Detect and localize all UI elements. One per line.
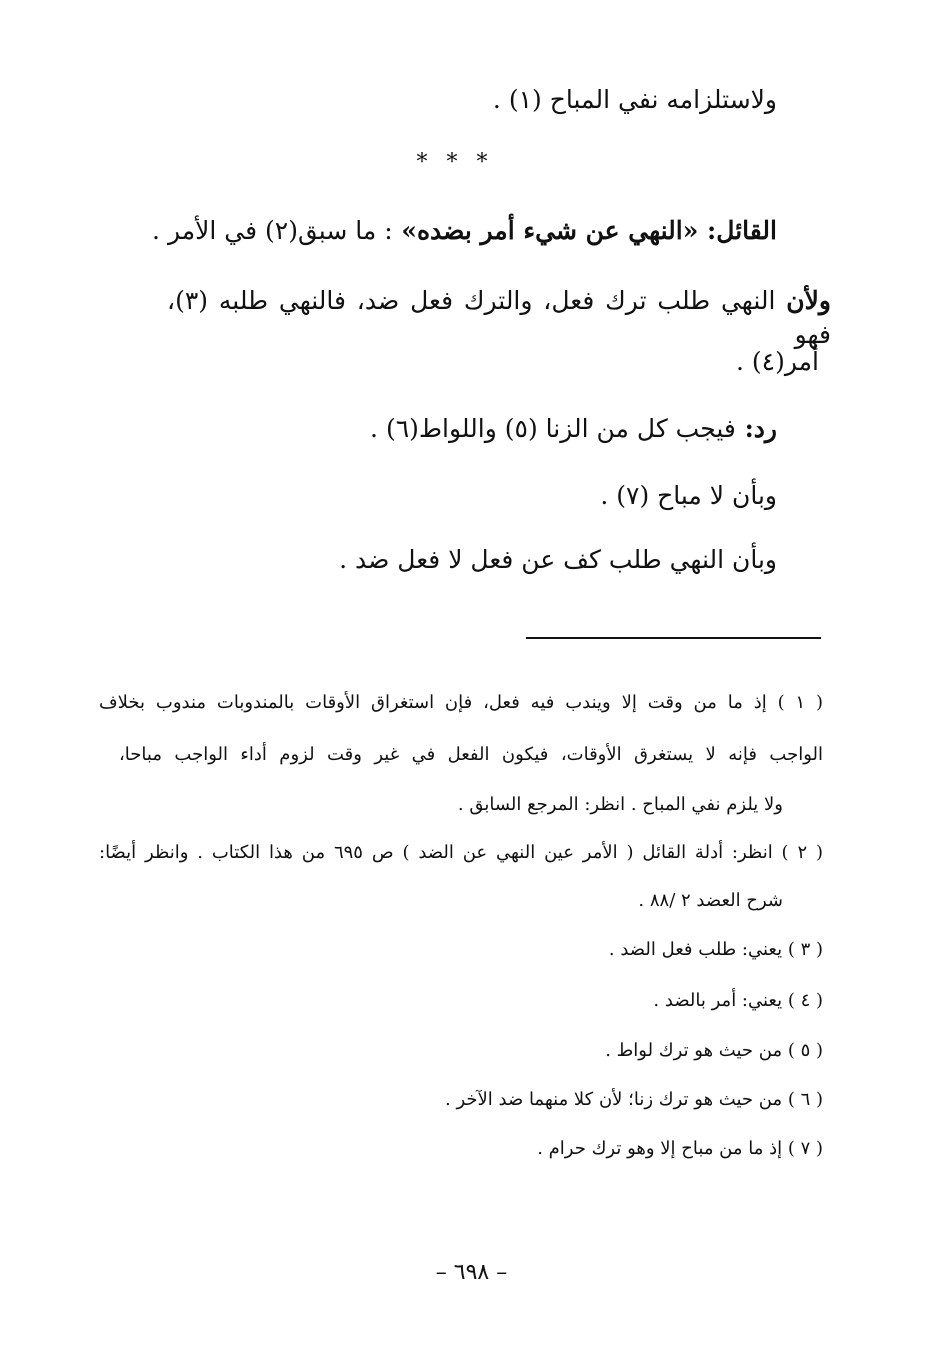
footnote-3: ( ٣ ) يعني: طلب فعل الضد .: [608, 939, 823, 960]
footnote-2-line-1: ( ٢ ) انظر: أدلة القائل ( الأمر عين النهي عن الضد ) ص ٦٩٥ من هذا الكتاب . وانظر أيضًا:: [99, 842, 823, 863]
section-separator: * * *: [416, 150, 494, 175]
paragraph-la-mubah: وبأن لا مباح (٧) .: [600, 481, 777, 510]
text-line-1: ولاستلزامه نفي المباح (١) .: [492, 85, 777, 114]
footnote-5: ( ٥ ) من حيث هو ترك لواط .: [605, 1040, 823, 1061]
footnote-1-line-2: الواجب فإنه لا يستغرق الأوقات، فيكون الفعل في غير وقت لزوم أداء الواجب مباحا،: [119, 744, 823, 765]
footnote-separator: [526, 637, 821, 639]
radd-text: فيجب كل من الزنا (٥) واللواط(٦) .: [370, 414, 736, 443]
paragraph-liannal-line1: [167, 284, 831, 352]
footnote-6: ( ٦ ) من حيث هو ترك زنا؛ لأن كلا منهما ضد الآخر .: [445, 1089, 823, 1110]
paragraph-liannal-line2: أمر(٤) .: [736, 347, 819, 376]
paragraph-qail: [152, 214, 777, 248]
page-number: – ٦٩٨ –: [435, 1260, 508, 1285]
footnote-1-line-3: ولا يلزم نفي المباح . انظر: المرجع السابق .: [457, 794, 783, 815]
footnote-2-line-2: شرح العضد ٢ /٨٨ .: [638, 890, 783, 911]
paragraph-radd: [370, 412, 777, 446]
liannal-text: النهي طلب ترك فعل، والترك فعل ضد، فالنهي طلبه (٣)، فهو: [167, 286, 831, 349]
radd-heading: رد:: [735, 414, 777, 443]
qail-heading: القائل: «النهي عن شيء أمر بضده»: [392, 216, 777, 245]
footnote-7: ( ٧ ) إذ ما من مباح إلا وهو ترك حرام .: [537, 1138, 823, 1159]
paragraph-nahy-kaff: وبأن النهي طلب كف عن فعل لا فعل ضد .: [339, 545, 777, 574]
qail-text: : ما سبق(٢) في الأمر .: [152, 216, 393, 245]
footnote-1-line-1: ( ١ ) إذ ما من وقت إلا ويندب فيه فعل، فإن استغراق الأوقات بالمندوبات مندوب بخلاف: [99, 692, 823, 713]
liannal-bold: ولأن: [786, 286, 831, 315]
footnote-4: ( ٤ ) يعني: أمر بالضد .: [653, 990, 823, 1011]
